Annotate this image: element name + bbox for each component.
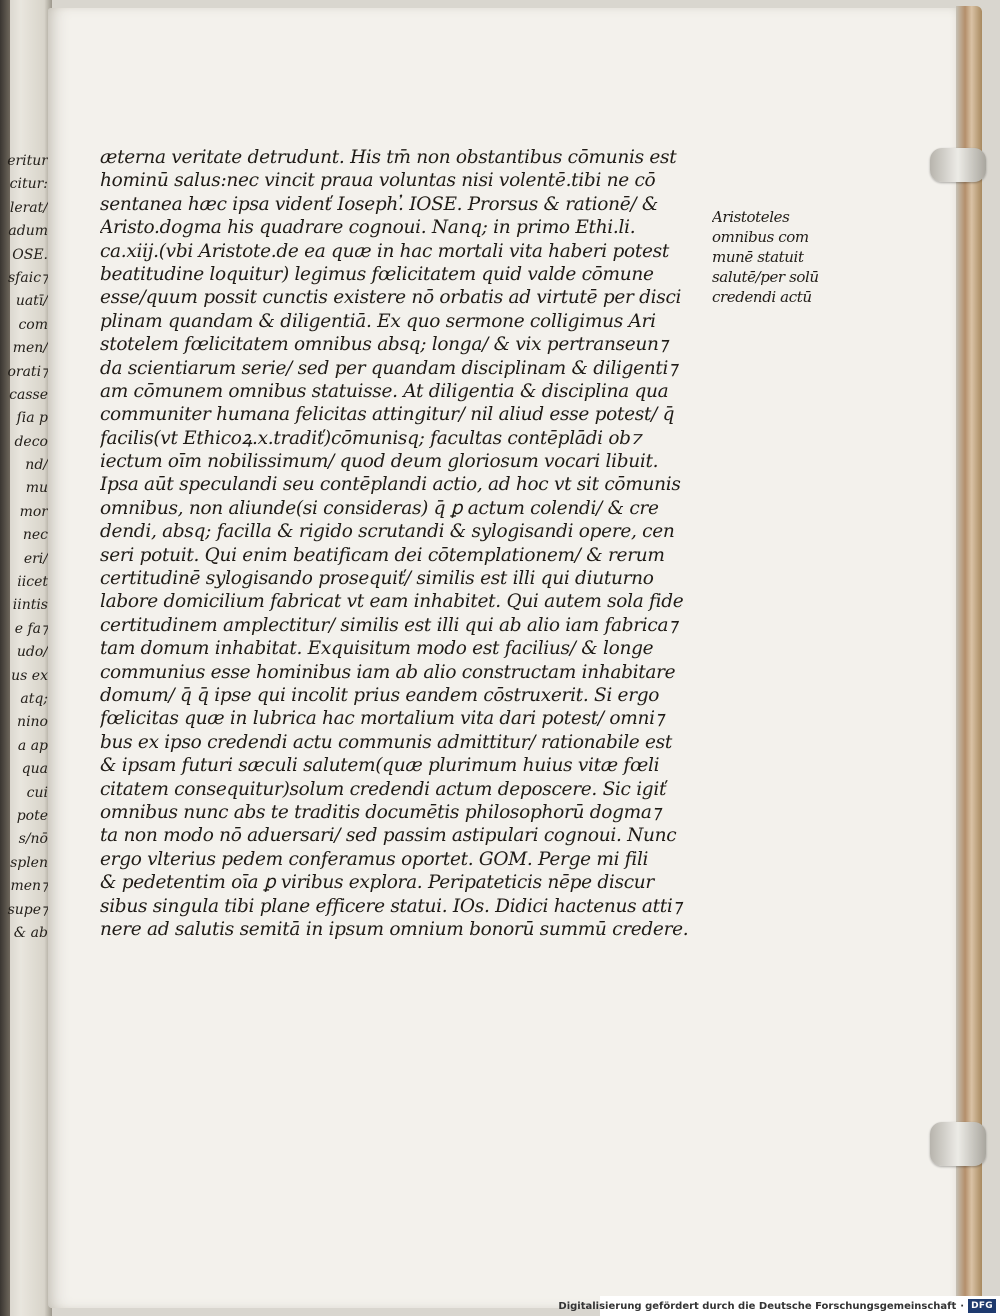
text-line: omnibus, non aliunde(si consideras) q̄ ꝑ actum colendi/ & cre (100, 497, 659, 519)
left-page-line: citur: (9, 176, 48, 193)
left-page-line: eri/ (23, 550, 48, 567)
left-page-line: pote (16, 807, 48, 824)
left-page-line: deco (14, 433, 48, 450)
text-line: citatem consequitur)solum credendi actum deposcere. Sic igiť (100, 778, 667, 800)
text-line: bus ex ipso credendi actu communis admittitur/ rationabile est (100, 731, 673, 753)
dfg-logo-icon: DFG (968, 1299, 996, 1313)
text-line: omnibus nunc abs te traditis documētis philosophorū dogma⁊ (100, 801, 661, 823)
left-page-line: nino (17, 714, 48, 731)
left-page-line: uatī/ (15, 293, 48, 310)
text-line: nere ad salutis semitā in ipsum omnium bonorū summū credere. (100, 918, 689, 940)
book-clip-bottom (930, 1122, 986, 1166)
text-line: esse/quum possit cunctis existere nō orbatis ad virtutē per disci (100, 287, 682, 309)
text-line: & pedetentim oīa ꝑ viribus explora. Peripateticis nēpe discur (100, 872, 654, 894)
left-page-line: cui (26, 784, 48, 801)
footer-credit-bar (558, 1296, 1000, 1316)
left-page-line: adum (8, 223, 48, 240)
left-page-line: mu (25, 480, 48, 497)
left-page-line: orati⁊ (7, 363, 48, 380)
left-page-line: sfaic⁊ (8, 269, 48, 286)
left-page-line: ſia p (16, 410, 48, 427)
text-line: certitudinē sylogisando prosequiť/ similis est illi qui diuturno (100, 568, 654, 590)
left-page-line: casse (9, 386, 48, 403)
text-line: sentanea hæc ipsa videnť Ioseph.̓ IOSE. Prorsus & rationē/ & (100, 193, 659, 215)
text-line: seri potuit. Qui enim beatificam dei cōtemplationem/ & rerum (100, 544, 665, 566)
text-line: ta non modo nō aduersari/ sed passim astipulari cognoui. Nunc (100, 825, 677, 847)
margin-note-line: Aristoteles (712, 208, 790, 226)
margin-note-line: salutē/per solū (712, 268, 819, 286)
text-line: labore domicilium fabricat vt eam inhabitet. Qui autem sola fide (100, 591, 684, 613)
text-line: hominū salus:nec vincit praua voluntas nisi volentē.tibi ne cō (100, 170, 656, 192)
left-page-text-fragments (6, 150, 48, 945)
text-line: communius esse hominibus iam ab alio constructam inhabitare (100, 661, 676, 683)
text-line: iectum oīm nobilissimum/ quod deum gloriosum vocari libuit. (100, 451, 659, 473)
text-line: plinam quandam & diligentiā. Ex quo sermone colligimus Ari (100, 310, 656, 332)
left-page-line: lerat/ (9, 199, 48, 216)
text-line: Aristo.dogma his quadrare cognoui. Nanq; in primo Ethi.li. (100, 217, 636, 239)
text-line: domum/ q̄ q̄ ipse qui incolit prius eandem cōstruxerit. Si ergo (100, 684, 660, 706)
left-page-line: OSE. (12, 246, 48, 263)
margin-note-line: munē statuit (712, 248, 804, 266)
margin-note (712, 207, 846, 307)
text-line: fœlicitas quæ in lubrica hac mortalium vita dari potest/ omni⁊ (100, 708, 664, 730)
left-page-line: nec (22, 527, 48, 544)
footer-credit-text: Digitalisierung gefördert durch die Deutsche Forschungsgemeinschaft (558, 1300, 957, 1312)
left-page-line: splen (10, 854, 48, 871)
text-line: sibus singula tibi plane efficere statui. IOs. Didici hactenus atti⁊ (100, 895, 682, 917)
text-line: stotelem fœlicitatem omnibus absq; longa/ & vix pertranseun⁊ (100, 334, 668, 356)
text-line: Ipsa aūt speculandi seu contēplandi actio, ad hoc vt sit cōmunis (100, 474, 681, 496)
text-line: communiter humana felicitas attingitur/ nil aliud esse potest/ q̄ (100, 404, 675, 426)
page-edges (956, 6, 982, 1310)
left-page-line: iicet (17, 574, 48, 591)
text-line: am cōmunem omnibus statuisse. At diligentia & disciplina qua (100, 380, 669, 402)
main-text-block (100, 146, 712, 941)
margin-note-line: credendi actū (712, 288, 812, 306)
left-page-line: iintis (12, 597, 48, 614)
margin-note-line: omnibus com (712, 228, 809, 246)
left-page-line: udo/ (16, 644, 48, 661)
left-page-line: qua (21, 761, 48, 778)
text-line: facilis(vt Ethicoꝝ.x.tradiť)cōmunisq; facultas contēplādi ob⁊ (100, 427, 641, 449)
text-line: ergo vlterius pedem conferamus oportet. GOM. Perge mi fili (100, 848, 649, 870)
text-line: beatitudine loquitur) legimus fœlicitatem quid valde cōmune (100, 263, 654, 285)
footer-separator: · (960, 1300, 965, 1312)
left-page-line: nd/ (25, 457, 48, 474)
left-page-line: com (18, 316, 48, 333)
text-line: & ipsam futuri sæculi salutem(quæ plurimum huius vitæ fœli (100, 755, 660, 777)
text-line: tam domum inhabitat. Exquisitum modo est facilius/ & longe (100, 638, 654, 660)
left-page-line: & ab (13, 924, 48, 941)
text-line: certitudinem amplectitur/ similis est illi qui ab alio iam fabrica⁊ (100, 614, 678, 636)
text-line: da scientiarum serie/ sed per quandam disciplinam & diligenti⁊ (100, 357, 678, 379)
left-page-line: men/ (12, 340, 48, 357)
text-line: dendi, absq; facilla & rigido scrutandi & sylogisandi opere, cen (100, 521, 675, 543)
left-page-line: us ex (11, 667, 48, 684)
left-page-line: s/nō (18, 831, 48, 848)
book-clip-top (930, 148, 986, 182)
left-page-line: eritur (7, 153, 48, 169)
text-line: ca.xiij.(vbi Aristote.de ea quæ in hac mortali vita haberi potest (100, 240, 669, 262)
left-page-line: atq; (20, 690, 48, 707)
left-page-line: a ap (17, 737, 48, 754)
left-facing-page (0, 0, 52, 1316)
left-page-line: e fa⁊ (14, 620, 48, 637)
left-page-line: men⁊ (10, 878, 48, 895)
left-page-line: mor (19, 503, 48, 520)
left-page-line: supe⁊ (7, 901, 48, 918)
text-line: æterna veritate detrudunt. His tm̄ non obstantibus cōmunis est (100, 147, 677, 168)
